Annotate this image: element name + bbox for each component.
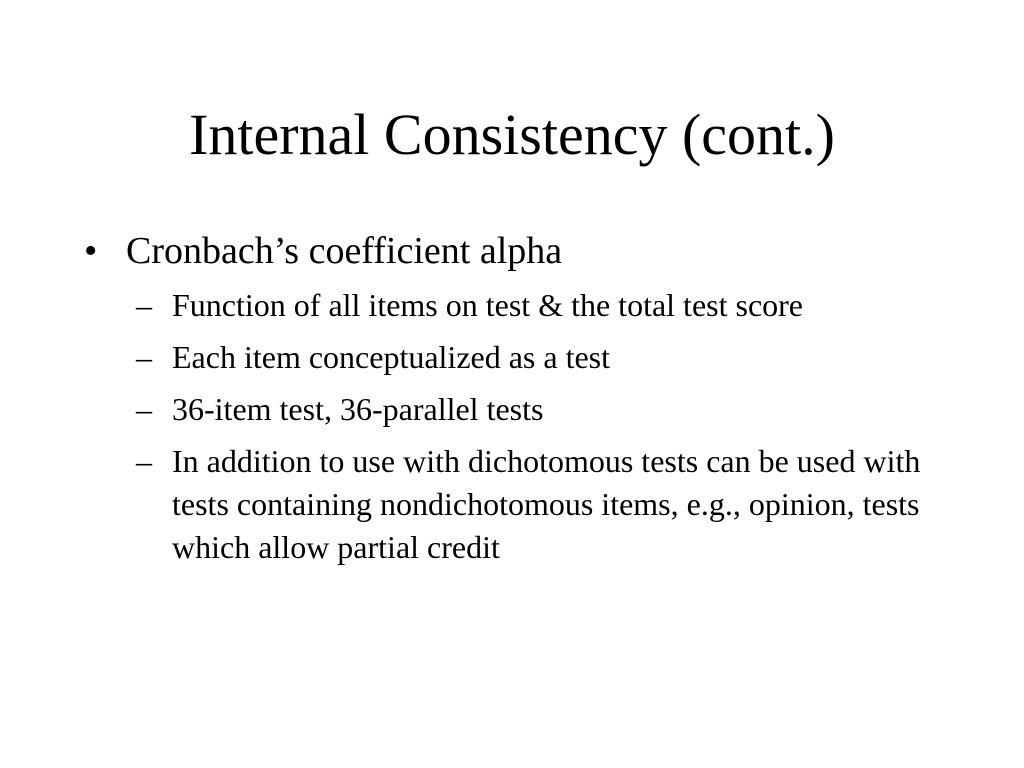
dash-marker: –	[136, 391, 152, 427]
bullet-marker: •	[84, 230, 98, 272]
dash-marker: –	[136, 287, 152, 323]
sub-bullet-text: 36-item test, 36-parallel tests	[172, 391, 544, 427]
sub-bullet-item	[136, 440, 964, 569]
sub-bullet-text: Function of all items on test & the total test score	[172, 287, 803, 323]
slide-content	[84, 226, 964, 578]
bullet-text: Cronbach’s coefficient alpha	[126, 230, 563, 272]
dash-marker: –	[136, 339, 152, 375]
sub-bullet-item	[136, 388, 964, 431]
slide-title: Internal Consistency (cont.)	[189, 102, 835, 167]
sub-bullet-list	[84, 284, 964, 569]
sub-bullet-item	[136, 284, 964, 327]
dash-marker: –	[136, 443, 152, 479]
sub-bullet-text: In addition to use with dichotomous tests can be used with tests containing nondichotomous items, e.g., opinion, tests which allow partial credit	[172, 443, 921, 565]
sub-bullet-item	[136, 336, 964, 379]
sub-bullet-text: Each item conceptualized as a test	[172, 339, 611, 375]
bullet-item	[84, 226, 964, 276]
